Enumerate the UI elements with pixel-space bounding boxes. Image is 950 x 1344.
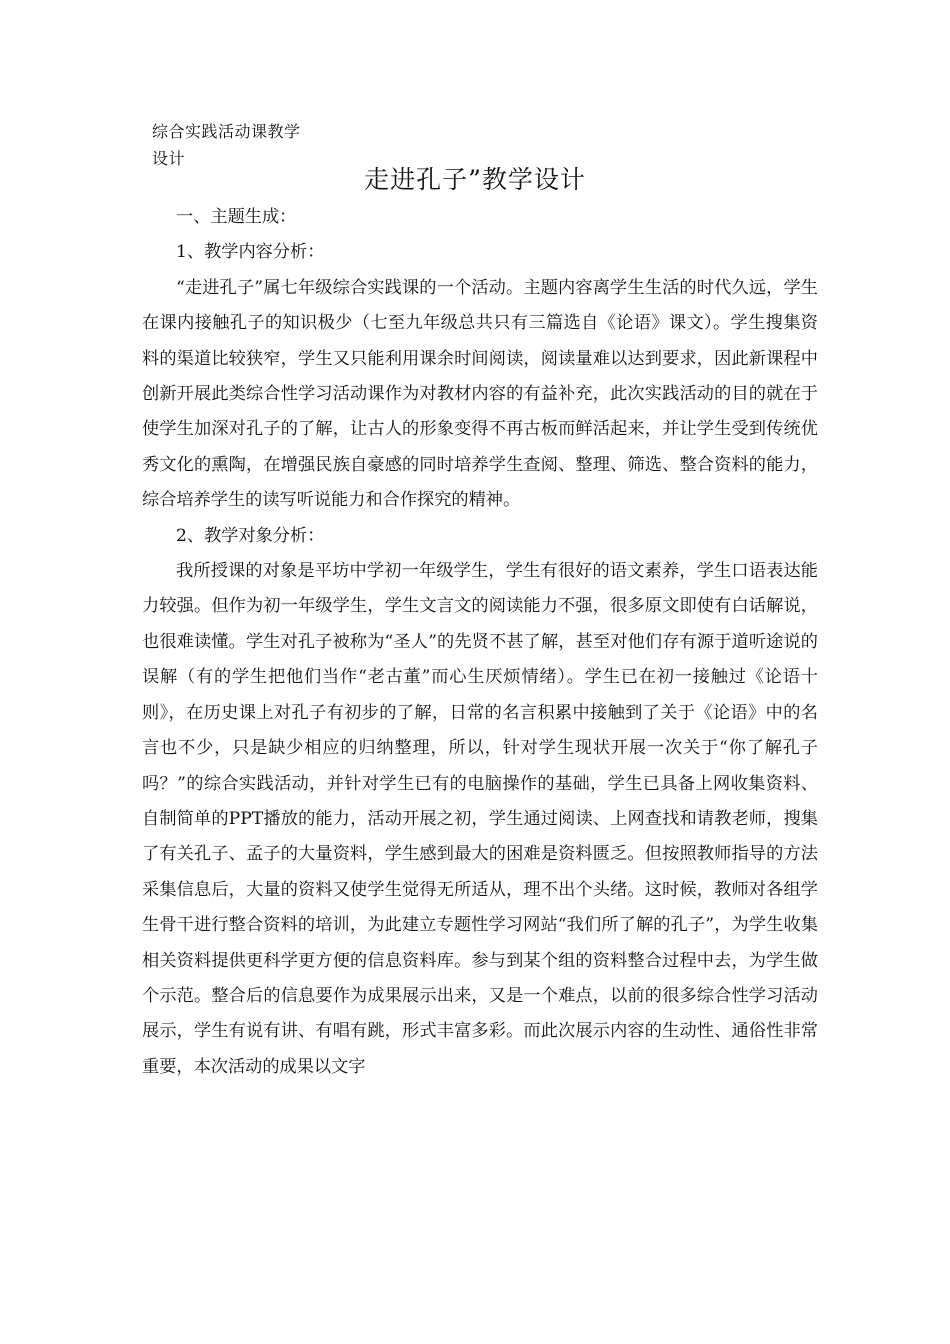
document-title: 走进孔子”教学设计 (364, 165, 586, 194)
paragraph-audience-analysis: 我所授课的对象是平坊中学初一年级学生，学生有很好的语文素养，学生口语表达能力较强。但作为初一年级学生，学生文言文的阅读能力不强，很多原文即使有白话解说，也很难读懂。学生对孔子被称为“圣人”的先贤不甚了解，甚至对他们存有源于道听途说的误解（有的学生把他们当作“老古董”而心生厌烦情绪）。学生已在初一接触过《论语十则》，在历史课上对孔子有初步的了解，日常的名言积累中接触到了关于《论语》中的名言也不少，只是缺少相应的归纳整理，所以，针对学生现状开展一次关于“你了解孔子吗？”的综合实践活动，并针对学生已有的电脑操作的基础，学生已具备上网收集资料、自制简单的PPT播放的能力，活动开展之初，学生通过阅读、上网查找和请教老师，搜集了有关孔子、孟子的大量资料，学生感到最大的困难是资料匮乏。但按照教师指导的方法采集信息后，大量的资料又使学生觉得无所适从，理不出个头绪。这时候，教师对各组学生骨干进行整合资料的培训，为此建立专题性学习网站“我们所了解的孔子”，为学生收集相关资料提供更科学更方便的信息资料库。参与到某个组的资料整合过程中去，为学生做个示范。整合后的信息要作为成果展示出来，又是一个难点，以前的很多综合性学习活动展示，学生有说有讲、有唱有跳，形式丰富多彩。而此次展示内容的生动性、通俗性非常重要，本次活动的成果以文字 (142, 561, 818, 1077)
header-note: 综合实践活动课教学设计 (152, 122, 301, 168)
subsection-heading-audience-analysis: 2、教学对象分析： (176, 525, 325, 546)
document-body (142, 200, 818, 1085)
subsection-heading-content-analysis: 1、教学内容分析： (176, 242, 325, 263)
section-heading-topic-generation: 一、主题生成： (176, 207, 297, 227)
paragraph-content-analysis: “走进孔子”属七年级综合实践课的一个活动。主题内容离学生生活的时代久远，学生在课内接触孔子的知识极少（七至九年级总共只有三篇选自《论语》课文）。学生搜集资料的渠道比较狭窄，学生又只能利用课余时间阅读，阅读量难以达到要求，因此新课程中创新开展此类综合性学习活动课作为对教材内容的有益补充，此次实践活动的目的就在于使学生加深对孔子的了解，让古人的形象变得不再古板而鲜活起来，并让学生受到传统优秀文化的熏陶，在增强民族自豪感的同时培养学生查阅、整理、筛选、整合资料的能力，综合培养学生的读写听说能力和合作探究的精神。 (142, 277, 818, 511)
